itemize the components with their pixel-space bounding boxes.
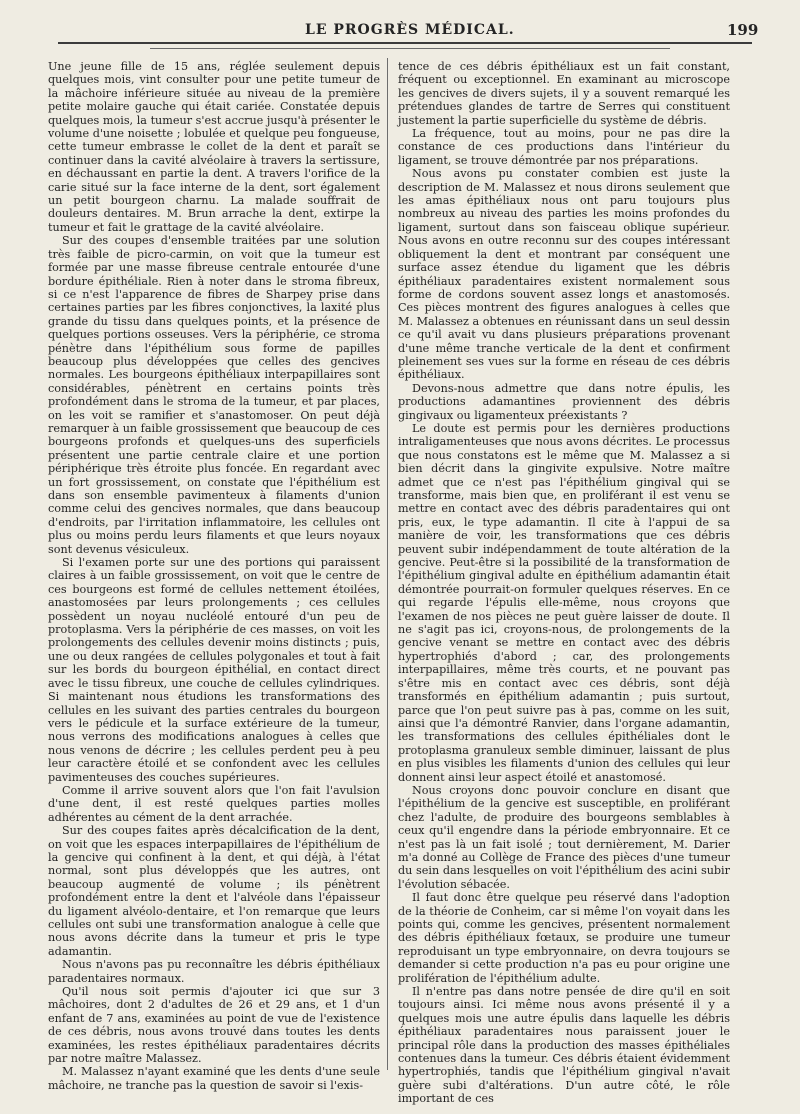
running-title: LE PROGRÈS MÉDICAL. [305,22,515,38]
paragraph: Nous avons pu constater combien est juste la description de M. Malassez et nous dirons seulement que les amas épithéliaux nous ont paru toujours plus nombreux au niveau des parties les moins profondes du ligament, surtout dans son faisceau oblique supérieur. Nous avons en outre reconnu sur des coupes intéressant obliquement la dent et montrant par conséquent une surface assez étendue du ligament que les débris épithéliaux paradentaires existent normalement sous forme de cordons souvent assez longs et anastomosés. Ces pièces montrent des figures analogues à celles que M. Malassez a obtenues en réunissant dans un seul dessin ce qu'il avait vu dans plusieurs préparations provenant d'une même tranche verticale de la dent et confirment pleinement ses vues sur la forme en réseau de ces débris épithéliaux. [398,167,730,382]
column-divider [387,58,388,1070]
paragraph: Qu'il nous soit permis d'ajouter ici que sur 3 mâchoires, dont 2 d'adultes de 26 et 29 ans, et 1 d'un enfant de 7 ans, examinées au point de vue de l'existence de ces débris, nous avons trouvé dans toutes les dents examinées, les restes épithéliaux paradentaires décrits par notre maître Malassez. [48,985,380,1066]
header-rule [58,42,752,44]
paragraph: Le doute est permis pour les dernières productions intraligamenteuses que nous avons décrites. Le processus que nous constatons est le même que M. Malassez a si bien décrit dans la gingivite expulsive. Notre maître admet que ce n'est pas l'épithélium gingival qui se transforme, mais bien que, en proliférant il est venu se mettre en contact avec des débris paradentaires qui ont pris, eux, le type adamantin. Il cite à l'appui de sa manière de voir, les transformations que ces débris peuvent subir indépendamment de toute altération de la gencive. Peut-être si la possibilité de la transformation de l'épithélium gingival adulte en épithélium adamantin était démontrée pourrait-on formuler quelques réserves. En ce qui regarde l'épulis elle-même, nous croyons que l'examen de nos pièces ne peut guère laisser de doute. Il ne s'agit pas ici, croyons-nous, de prolongements de la gencive venant se mettre en contact avec des débris hypertrophiés d'abord ; car, des prolongements interpapillaires, même très courts, et ne pouvant pas s'être mis en contact avec ces débris, sont déjà transformés en épithélium adamantin ; puis surtout, parce que l'on peut suivre pas à pas, comme on les suit, ainsi que l'a démontré Ranvier, dans l'organe adamantin, les transformations des cellules épithéliales dont le protoplasma granuleux semble diminuer, laissant de plus en plus visibles les filaments d'union des cellules qui leur donnent ainsi leur aspect étoilé et anastomosé. [398,421,730,784]
paragraph: Comme il arrive souvent alors que l'on fait l'avulsion d'une dent, il est resté quelques parties molles adhérentes au cément de la dent arrachée. [48,783,380,824]
paragraph: Nous n'avons pas pu reconnaître les débris épithéliaux paradentaires normaux. [48,958,380,985]
paragraph: Il faut donc être quelque peu réservé dans l'adoption de la théorie de Conheim, car si même l'on voyait dans les points qui, comme les gencives, présentent normalement des débris épithéliaux fœtaux, se produire une tumeur reproduisant un type embryonnaire, on devra toujours se demander si cette production n'a pas eu pour origine une prolifération de l'épithélium adulte. [398,891,730,985]
header-rule-thin [150,48,670,49]
page-number: 199 [727,21,759,39]
page-header [0,0,800,60]
paragraph: Devons-nous admettre que dans notre épulis, les productions adamantines proviennent des débris gingivaux ou ligamenteux préexistants ? [398,381,730,422]
right-column [398,60,730,1106]
paragraph: Sur des coupes d'ensemble traitées par une solution très faible de picro-carmin, on voit que la tumeur est formée par une masse fibreuse centrale entourée d'une bordure épithéliale. Rien à noter dans le stroma fibreux, si ce n'est l'apparence de fibres de Sharpey prise dans certaines parties par les fibres conjonctives, la laxité plus grande du tissu dans quelques points, et la présence de quelques portions osseuses. Vers la périphérie, ce stroma pénètre dans l'épithélium sous forme de papilles beaucoup plus développées que celles des gencives normales. Les bourgeons épithéliaux interpapillaires sont considérables, pénètrent en certains points très profondément dans le stroma de la tumeur, et par places, on les voit se ramifier et s'anastomoser. On peut déjà remarquer à un faible grossissement que beaucoup de ces bourgeons profonds et quelques-uns des superficiels présentent une partie centrale claire et une portion périphérique très étroite plus foncée. En regardant avec un fort grossissement, on constate que l'épithélium est dans son ensemble pavimenteux à filaments d'union comme celui des gencives normales, que dans beaucoup d'endroits, par l'irritation inflammatoire, les cellules ont plus ou moins perdu leurs filaments et que leurs noyaux sont devenus vésiculeux. [48,234,380,556]
paragraph: Une jeune fille de 15 ans, réglée seulement depuis quelques mois, vint consulter pour une petite tumeur de la mâchoire inférieure située au niveau de la première petite molaire gauche qui était cariée. Constatée depuis quelques mois, la tumeur s'est accrue jusqu'à présenter le volume d'une noisette ; lobulée et quelque peu fongueuse, cette tumeur embrasse le collet de la dent et paraît se continuer dans la cavité alvéolaire à travers la sertissure, en déchaussant en partie la dent. A travers l'orifice de la carie situé sur la face interne de la dent, sort également un petit bourgeon charnu. La malade souffrait de douleurs dentaires. M. Brun arrache la dent, extirpe la tumeur et fait le grattage de la cavité alvéolaire. [48,60,380,234]
paragraph: tence de ces débris épithéliaux est un fait constant, fréquent ou exceptionnel. En examinant au microscope les gencives de divers sujets, il y a souvent remarqué les prétendues glandes de tartre de Serres qui constituent justement la partie superficielle du système de débris. [398,60,730,127]
left-column [48,60,380,1092]
paragraph: M. Malassez n'ayant examiné que les dents d'une seule mâchoire, ne tranche pas la question de savoir si l'exis- [48,1065,380,1092]
paragraph: Nous croyons donc pouvoir conclure en disant que l'épithélium de la gencive est susceptible, en proliférant chez l'adulte, de produire des bourgeons semblables à ceux qu'il engendre dans la période embryonnaire. Et ce n'est pas là un fait isolé ; tout dernièrement, M. Darier m'a donné au Collège de France des pièces d'une tumeur du sein dans lesquelles on voit l'épithélium des acini subir l'évolution sébacée. [398,783,730,891]
paragraph: La fréquence, tout au moins, pour ne pas dire la constance de ces productions dans l'intérieur du ligament, se trouve démontrée par nos préparations. [398,127,730,167]
paragraph: Sur des coupes faites après décalcification de la dent, on voit que les espaces interpapillaires de l'épithélium de la gencive qui confinent à la dent, et qui déjà, à l'état normal, sont plus développés que les autres, ont beaucoup augmenté de volume ; ils pénètrent profondément entre la dent et l'alvéole dans l'épaisseur du ligament alvéolo-dentaire, et l'on remarque que leurs cellules ont subi une transformation analogue à celle que nous avons décrite dans la tumeur et pris le type adamantin. [48,824,380,958]
paragraph: Si l'examen porte sur une des portions qui paraissent claires à un faible grossissement, on voit que le centre de ces bourgeons est formé de cellules nettement étoilées, anastomosées par leurs prolongements ; ces cellules possèdent un noyau nucléolé entouré d'un peu de protoplasma. Vers la périphérie de ces masses, on voit les prolongements des cellules devenir moins distincts ; puis, une ou deux rangées de cellules polygonales et tout à fait sur les bords du bourgeon épithélial, en contact direct avec le tissu fibreux, une couche de cellules cylindriques. Si maintenant nous étudions les transformations des cellules en les suivant des parties centrales du bourgeon vers le pédicule et la surface extérieure de la tumeur, nous verrons des modifications analogues à celles que nous venons de décrire ; les cellules perdent peu à peu leur caractère étoilé et se confondent avec les cellules pavimenteuses des couches supérieures. [48,556,380,784]
paragraph: Il n'entre pas dans notre pensée de dire qu'il en soit toujours ainsi. Ici même nous avons présenté il y a quelques mois une autre épulis dans laquelle les débris épithéliaux paradentaires nous paraissent jouer le principal rôle dans la production des masses épithéliales contenues dans la tumeur. Ces débris étaient évidemment hypertrophiés, tandis que l'épithélium gingival n'avait guère subi d'altérations. D'un autre côté, le rôle important de ces [398,985,730,1106]
